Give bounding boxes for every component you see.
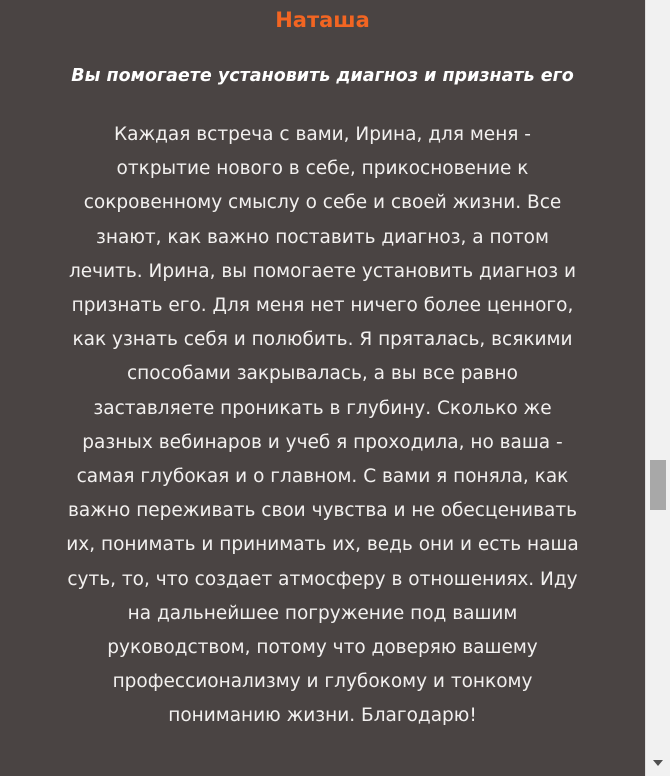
testimonial-line: Каждая встреча с вами, Ирина, для меня - xyxy=(114,124,531,145)
testimonial-line: лечить. Ирина, вы помогаете установить диагноз и xyxy=(68,260,577,282)
testimonial-line: самая глубокая и о главном. С вами я поняла, как xyxy=(76,466,569,488)
testimonial-line: важно переживать свои чувства и не обесценивать xyxy=(68,500,577,522)
testimonial-line: профессионализму и глубокому и тонкому xyxy=(112,671,533,693)
testimonial-line: руководством, потому что доверяю вашему xyxy=(107,637,538,659)
testimonial-body xyxy=(30,118,615,734)
testimonial-headline: Вы помогаете установить диагноз и признать его xyxy=(71,66,574,86)
scrollbar-thumb[interactable] xyxy=(650,460,666,510)
testimonial-line: их, понимать и принимать их, ведь они и есть наша xyxy=(66,534,579,556)
testimonial-line: знают, как важно поставить диагноз, а потом xyxy=(96,226,549,248)
testimonial-line: на дальнейшее погружение под вашим xyxy=(127,602,518,624)
testimonial-line: признать его. Для меня нет ничего более ценного, xyxy=(71,295,574,317)
testimonial-line: заставляете проникать в глубину. Сколько же xyxy=(93,397,552,419)
testimonial-line: как узнать себя и полюбить. Я пряталась, всякими xyxy=(72,329,573,351)
testimonial-line: открытие нового в себе, прикосновение к xyxy=(116,158,529,180)
testimonial-line: суть, то, что создает атмосферу в отношениях. Иду xyxy=(67,568,578,590)
vertical-scrollbar[interactable] xyxy=(645,0,670,776)
testimonial-line: сокровенному смыслу о себе и своей жизни. Все xyxy=(83,192,562,214)
testimonial-author: Наташа xyxy=(275,8,370,32)
scroll-down-arrow-icon[interactable] xyxy=(653,760,663,766)
testimonial-line: пониманию жизни. Благодарю! xyxy=(168,705,477,727)
testimonial-line: способами закрывалась, а вы все равно xyxy=(127,363,518,385)
testimonial-line: разных вебинаров и учеб я проходила, но ваша - xyxy=(82,431,563,453)
